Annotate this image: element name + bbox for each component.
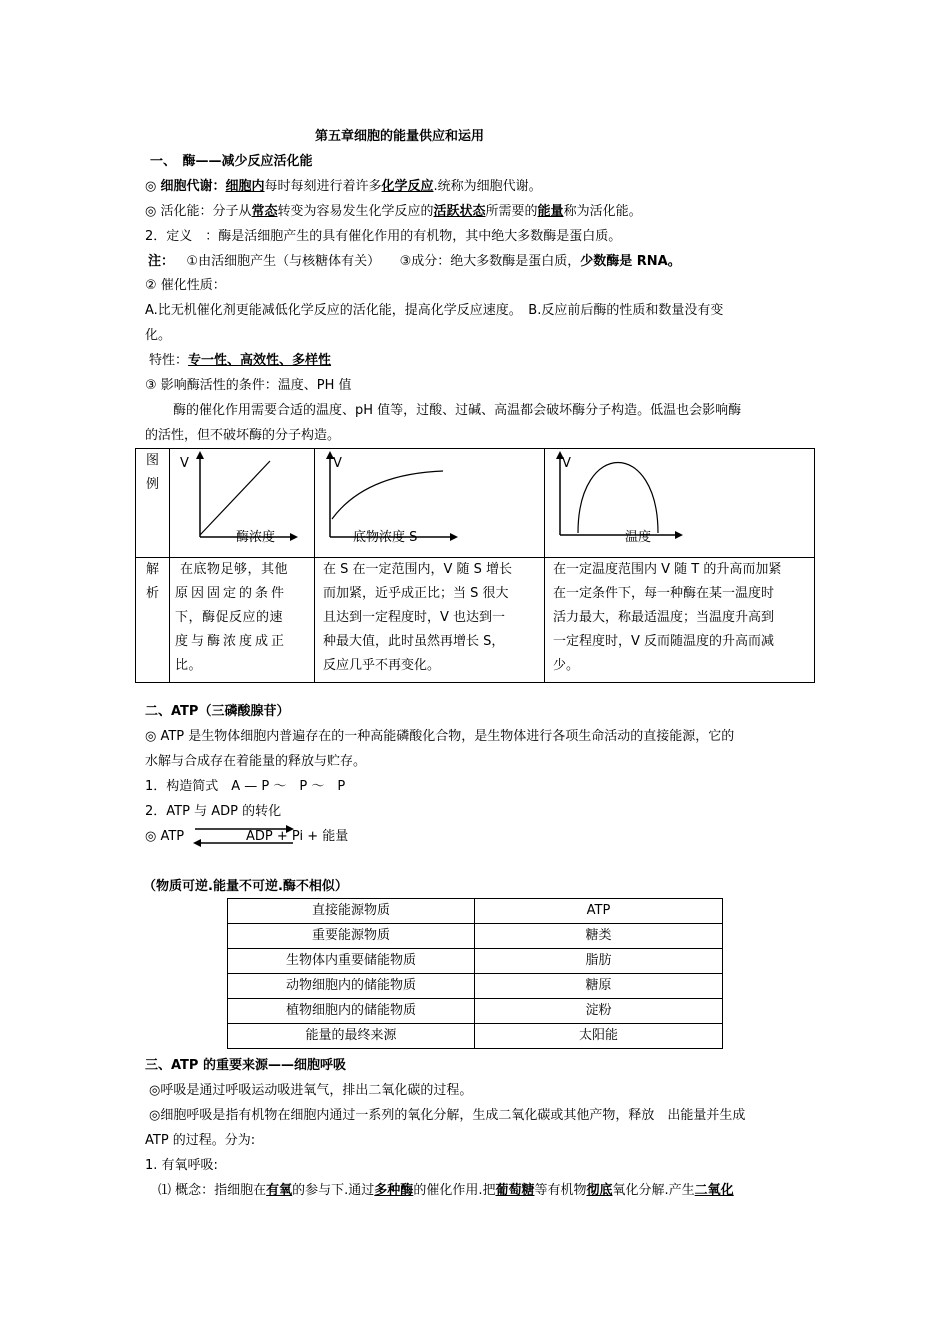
enzyme-graph-table <box>135 448 815 683</box>
atp-equation-right: ADP + Pi + 能量 <box>246 829 349 844</box>
section-3-heading: 三、ATP 的重要来源——细胞呼吸 <box>145 1058 346 1073</box>
table-row: 能量的最终来源 太阳能 <box>228 1024 723 1049</box>
respiration-definition: ◎呼吸是通过呼吸运动吸进氧气，排出二氧化碳的过程。 <box>149 1083 473 1098</box>
property-a-line2: 化。 <box>145 328 172 343</box>
property-a-line1: A.比无机催化剂更能减低化学反应的活化能，提高化学反应速度。 B.反应前后酶的性质和数量没有变 <box>145 303 724 318</box>
reversibility-note: （物质可逆.能量不可逆.酶不相似） <box>143 879 348 894</box>
row-label-graph: 图 例 <box>136 449 170 558</box>
cell-respiration-line2: ATP 的过程。分为: <box>145 1133 256 1148</box>
bell-curve <box>578 463 658 534</box>
graph-cell-substrate-concentration <box>315 449 545 558</box>
row-label-analysis: 解 析 <box>136 558 170 683</box>
enzyme-paragraph-line1: 酶的催化作用需要合适的温度、pH 值等，过酸、过碱、高温都会破坏酶分子构造。低温也会影响酶 <box>173 403 742 418</box>
energy-substance-table <box>227 898 723 1049</box>
y-label: V <box>562 456 571 471</box>
x-label: 底物浓度 S <box>353 530 418 545</box>
catalytic-property: ② 催化性质： <box>145 278 226 293</box>
atp-paragraph-line1: ◎ ATP 是生物体细胞内普遍存在的一种高能磷酸化合物，是生物体进行各项生命活动的直接能源，它的 <box>145 729 735 744</box>
enzyme-concentration-graph <box>170 449 314 548</box>
atp-paragraph-line2: 水解与合成存在着能量的释放与贮存。 <box>145 754 367 769</box>
atp-equation-left: ◎ ATP <box>145 829 185 844</box>
table-row: 动物细胞内的储能物质 糖原 <box>228 974 723 999</box>
analysis-enzyme: 在底物足够，其他 原因固定的条件 下，酶促反应的速 度与酶浓度成正 比。 <box>170 558 315 683</box>
table-row: 重要能源物质 糖类 <box>228 924 723 949</box>
x-label: 温度 <box>625 530 652 545</box>
x-axis-arrow <box>290 533 298 541</box>
activation-energy-line: ◎ 活化能：分子从常态转变为容易发生化学反应的活跃状态所需要的能量称为活化能。 <box>145 204 642 219</box>
section-1-heading: 一、 酶——减少反应活化能 <box>150 154 313 169</box>
table-row: 生物体内重要储能物质 脂肪 <box>228 949 723 974</box>
x-axis-arrow <box>450 533 458 541</box>
temperature-graph <box>545 449 814 548</box>
enzyme-definition: 2．定义 ：酶是活细胞产生的具有催化作用的有机物，其中绝大多数酶是蛋白质。 <box>145 229 622 244</box>
aerobic-respiration-heading: 1. 有氧呼吸: <box>145 1158 218 1173</box>
reverse-arrowhead <box>193 839 201 847</box>
aerobic-concept-line: ⑴ 概念：指细胞在有氧的参与下.通过多种酶的催化作用.把葡萄糖等有机物彻底氧化分解.产生二氧化 <box>158 1183 734 1198</box>
metabolism-line: ◎ 细胞代谢：细胞内每时每刻进行着许多化学反应.统称为细胞代谢。 <box>145 179 542 194</box>
enzyme-paragraph-line2: 的活性，但不破坏酶的分子构造。 <box>145 428 341 443</box>
graph-cell-temperature <box>545 449 815 558</box>
table-row: 直接能源物质 ATP <box>228 899 723 924</box>
section-2-heading: 二、ATP（三磷酸腺苷） <box>145 704 290 719</box>
x-label: 酶浓度 <box>236 530 276 545</box>
characteristics-line: 特性：专一性、高效性、多样性 <box>149 353 332 368</box>
atp-adp-conversion: 2．ATP 与 ADP 的转化 <box>145 804 282 819</box>
y-axis-arrow <box>196 451 204 459</box>
y-label: V <box>180 456 189 471</box>
atp-structure: 1．构造简式 A — P ～ P ～ P <box>145 779 346 794</box>
graph-cell-enzyme-concentration <box>170 449 315 558</box>
analysis-substrate: 在 S 在一定范围内，V 随 S 增长 而加紧，近乎成正比；当 S 很大 且达到一定程度时，V 也达到一 种最大值，此时虽然再增长 S， 反应几乎不再变化。 <box>315 558 545 683</box>
substrate-concentration-graph <box>315 449 544 548</box>
table-row: 植物细胞内的储能物质 淀粉 <box>228 999 723 1024</box>
chapter-title: 第五章细胞的能量供应和运用 <box>315 129 485 144</box>
x-axis-arrow <box>675 531 683 539</box>
linear-curve <box>200 461 270 535</box>
activity-conditions: ③ 影响酶活性的条件：温度、PH 值 <box>145 378 352 393</box>
y-label: V <box>333 456 342 471</box>
analysis-temperature: 在一定温度范围内 V 随 T 的升高而加紧 在一定条件下，每一种酶在某一温度时 活力最大，称最适温度；当温度升高到 一定程度时，V 反而随温度的升高而减 少。 <box>545 558 815 683</box>
saturation-curve <box>332 471 443 519</box>
note-line: 注： ①由活细胞产生（与核糖体有关） ③成分：绝大多数酶是蛋白质，少数酶是 RNA。 <box>148 254 681 269</box>
cell-respiration-line1: ◎细胞呼吸是指有机物在细胞内通过一系列的氧化分解，生成二氧化碳或其他产物，释放 出能量并生成 <box>149 1108 746 1123</box>
